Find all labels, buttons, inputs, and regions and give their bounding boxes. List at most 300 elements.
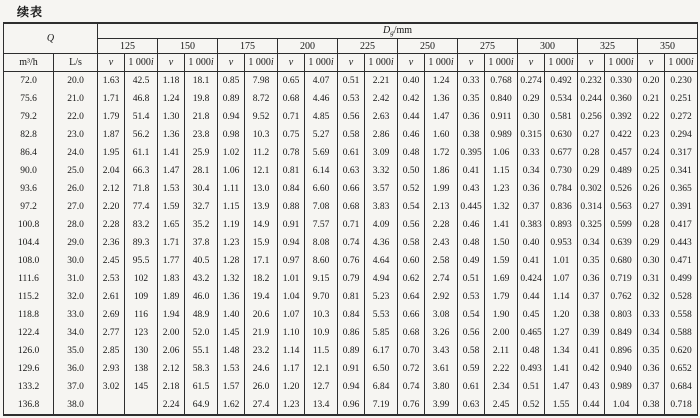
value-cell: 1.45 [218, 324, 245, 342]
value-cell: 0.341 [670, 166, 692, 176]
value-cell: 0.330 [605, 72, 638, 91]
value-cell: 0.256 [578, 108, 605, 126]
i-prefix: 1 000 [668, 57, 691, 68]
q-ls-cell: 37.0 [54, 378, 98, 396]
value-cell: 1.20 [545, 306, 578, 324]
value-cell: 0.91 [278, 216, 305, 234]
value-cell: 0.325 [578, 216, 605, 234]
value-cell: 0.89 [218, 90, 245, 108]
value-cell: 2.85 [98, 342, 125, 360]
value-cell: 0.53 [338, 90, 365, 108]
value-cell: 1.04 [278, 288, 305, 306]
value-cell: 5.85 [365, 324, 398, 342]
i-suffix: i [690, 57, 694, 68]
diameter-header-150: 150 [158, 39, 218, 54]
value-cell: 0.41 [578, 342, 605, 360]
value-cell: 61.1 [125, 144, 158, 162]
value-cell: 0.526 [605, 180, 638, 198]
value-cell: 0.599 [605, 216, 638, 234]
value-cell: 1.36 [158, 126, 185, 144]
value-cell: 0.48 [458, 234, 485, 252]
q-m3h-cell: 72.0 [4, 72, 54, 91]
value-cell: 0.424 [518, 270, 545, 288]
value-cell: 21.9 [245, 324, 278, 342]
table-row [4, 216, 698, 234]
value-cell: 1.10 [278, 324, 305, 342]
value-cell: 0.911 [485, 108, 518, 126]
value-cell: 1.24 [425, 72, 458, 91]
value-cell: 2.34 [485, 378, 518, 396]
value-cell: 0.457 [605, 144, 638, 162]
value-cell: 95.5 [125, 252, 158, 270]
value-cell: 0.294 [670, 130, 692, 140]
value-cell: 24.6 [245, 360, 278, 378]
value-cell: 0.630 [545, 126, 578, 144]
value-cell: 0.274 [518, 72, 545, 91]
diameter-header-250: 250 [398, 39, 458, 54]
value-cell: 0.22 [638, 108, 665, 126]
value-cell: 1.06 [218, 162, 245, 180]
value-cell: 0.39 [578, 324, 605, 342]
value-cell: 4.09 [365, 216, 398, 234]
value-cell: 2.12 [98, 180, 125, 198]
value-cell: 1.36 [425, 90, 458, 108]
value-cell: 1.14 [278, 342, 305, 360]
value-cell: 0.54 [398, 198, 425, 216]
value-cell: 0.391 [670, 202, 692, 212]
value-cell: 0.24 [638, 144, 665, 162]
value-cell: 1.01 [278, 270, 305, 288]
q-m3h-cell: 118.8 [4, 306, 54, 324]
i-header [665, 54, 698, 72]
q-m3h-cell: 104.4 [4, 234, 54, 252]
value-cell: 17.1 [245, 252, 278, 270]
value-cell: 0.392 [605, 108, 638, 126]
value-cell: 0.58 [338, 126, 365, 144]
value-cell: 0.35 [578, 252, 605, 270]
value-cell: 0.232 [578, 72, 605, 91]
value-cell: 0.76 [398, 396, 425, 415]
value-cell: 0.38 [578, 306, 605, 324]
value-cell: 71.8 [125, 180, 158, 198]
value-cell: 0.499 [670, 274, 692, 284]
value-cell: 0.79 [338, 270, 365, 288]
q-ls-cell: 34.0 [54, 324, 98, 342]
value-cell: 0.27 [638, 198, 665, 216]
value-cell: 0.91 [338, 360, 365, 378]
value-cell: 0.97 [278, 252, 305, 270]
value-cell: 9.52 [245, 108, 278, 126]
value-cell: 32.7 [185, 198, 218, 216]
value-cell: 1.06 [485, 144, 518, 162]
q-m3h-cell: 136.8 [4, 396, 54, 415]
value-cell: 0.588 [670, 328, 692, 338]
i-suffix: i [270, 57, 274, 68]
value-cell: 2.36 [98, 234, 125, 252]
value-cell: 0.65 [278, 72, 305, 91]
value-cell: 0.989 [485, 126, 518, 144]
value-cell: 1.36 [218, 288, 245, 306]
value-cell: 0.52 [518, 396, 545, 415]
v-header: v [158, 54, 185, 72]
value-cell: 83.2 [125, 216, 158, 234]
value-cell: 0.422 [605, 126, 638, 144]
value-cell: 0.528 [670, 292, 692, 302]
q-ls-cell: 31.0 [54, 270, 98, 288]
value-cell: 1.71 [158, 234, 185, 252]
value-cell: 0.29 [578, 162, 605, 180]
value-cell: 89.3 [125, 234, 158, 252]
value-cell: 12.1 [245, 162, 278, 180]
value-cell: 0.41 [458, 162, 485, 180]
value-cell: 35.2 [185, 216, 218, 234]
value-cell: 0.840 [485, 90, 518, 108]
value-cell: 28.1 [185, 162, 218, 180]
value-cell: 0.893 [545, 216, 578, 234]
value-cell: 0.68 [338, 198, 365, 216]
value-cell: 2.69 [98, 306, 125, 324]
diameter-header-125: 125 [98, 39, 158, 54]
value-cell: 1.15 [218, 198, 245, 216]
value-cell: 1.32 [485, 198, 518, 216]
value-cell: 0.72 [398, 360, 425, 378]
q-ls-cell: 36.0 [54, 360, 98, 378]
value-cell: 2.13 [425, 198, 458, 216]
value-cell: 1.11 [218, 180, 245, 198]
value-cell: 0.465 [518, 324, 545, 342]
value-cell: 13.9 [245, 198, 278, 216]
value-cell: 0.54 [458, 306, 485, 324]
value-cell: 0.86 [338, 324, 365, 342]
value-cell: 2.00 [158, 324, 185, 342]
value-cell: 0.35 [458, 90, 485, 108]
q-m3h-cell: 79.2 [4, 108, 54, 126]
value-cell: 13.4 [305, 396, 338, 415]
q-m3h-cell: 82.8 [4, 126, 54, 144]
value-cell: 0.48 [398, 144, 425, 162]
value-cell: 0.43 [578, 378, 605, 396]
value-cell: 3.26 [425, 324, 458, 342]
value-cell: 0.36 [458, 108, 485, 126]
q-column-header: Q [4, 23, 98, 54]
v-header: v [218, 54, 245, 72]
value-cell: 0.46 [398, 126, 425, 144]
value-cell: 0.230 [670, 76, 692, 86]
value-cell: 1.30 [158, 108, 185, 126]
value-cell [125, 396, 158, 415]
value-cell: 0.94 [218, 108, 245, 126]
v-header: v [338, 54, 365, 72]
value-cell: 0.25 [638, 162, 665, 180]
i-prefix: 1 000 [548, 57, 571, 68]
value-cell: 12.1 [305, 360, 338, 378]
value-cell: 10.3 [245, 126, 278, 144]
q-ls-cell: 24.0 [54, 144, 98, 162]
value-cell: 0.63 [458, 396, 485, 415]
value-cell: 61.5 [185, 378, 218, 396]
value-cell: 1.53 [158, 180, 185, 198]
value-cell: 0.317 [670, 148, 692, 158]
value-cell: 0.21 [638, 90, 665, 108]
value-cell: 0.51 [518, 378, 545, 396]
i-suffix: i [390, 57, 394, 68]
value-cell: 0.581 [545, 108, 578, 126]
value-cell: 11.2 [245, 144, 278, 162]
q-ls-header: L/s [54, 54, 98, 72]
value-cell: 4.36 [365, 234, 398, 252]
value-cell: 1.90 [485, 306, 518, 324]
i-suffix: i [510, 57, 514, 68]
table-row [4, 360, 698, 378]
value-cell: 3.43 [425, 342, 458, 360]
value-cell: 2.63 [365, 108, 398, 126]
value-cell: 0.36 [578, 270, 605, 288]
q-m3h-cell: 115.2 [4, 288, 54, 306]
value-cell: 1.07 [545, 270, 578, 288]
value-cell: 1.02 [218, 144, 245, 162]
value-cell: 0.44 [518, 288, 545, 306]
value-cell: 0.41 [518, 252, 545, 270]
value-cell: 0.684 [670, 382, 692, 392]
value-cell: 1.62 [218, 396, 245, 415]
value-cell: 0.50 [398, 162, 425, 180]
q-ls-cell: 38.0 [54, 396, 98, 415]
value-cell: 0.59 [458, 360, 485, 378]
value-cell: 0.61 [338, 144, 365, 162]
value-cell: 0.89 [338, 342, 365, 360]
value-cell: 2.45 [485, 396, 518, 415]
table-row [4, 90, 698, 108]
value-cell: 3.02 [98, 378, 125, 396]
q-m3h-cell: 86.4 [4, 144, 54, 162]
value-cell: 0.98 [218, 126, 245, 144]
table-row [4, 180, 698, 198]
value-cell: 55.1 [185, 342, 218, 360]
value-cell: 7.19 [365, 396, 398, 415]
value-cell: 18.2 [245, 270, 278, 288]
value-cell: 0.620 [670, 346, 692, 356]
value-cell: 4.46 [305, 90, 338, 108]
value-cell: 0.37 [578, 288, 605, 306]
table-row [4, 162, 698, 180]
table-row [4, 342, 698, 360]
q-ls-cell: 26.0 [54, 180, 98, 198]
value-cell: 0.49 [458, 252, 485, 270]
i-suffix: i [150, 57, 154, 68]
value-cell: 1.94 [158, 306, 185, 324]
value-cell: 0.28 [638, 216, 665, 234]
value-cell: 2.93 [98, 360, 125, 378]
value-cell: 3.08 [425, 306, 458, 324]
value-cell: 46.0 [185, 288, 218, 306]
i-suffix: i [210, 57, 214, 68]
value-cell: 2.53 [98, 270, 125, 288]
value-cell: 1.71 [98, 90, 125, 108]
value-cell: 1.57 [218, 378, 245, 396]
q-m3h-cell: 100.8 [4, 216, 54, 234]
value-cell: 1.23 [485, 180, 518, 198]
q-ls-cell: 25.0 [54, 162, 98, 180]
value-cell: 0.61 [458, 378, 485, 396]
value-cell: 1.41 [158, 144, 185, 162]
table-row [4, 306, 698, 324]
q-m3h-header: m³/h [4, 54, 54, 72]
value-cell: 0.718 [670, 400, 692, 410]
value-cell: 51.4 [125, 108, 158, 126]
value-cell: 0.314 [578, 198, 605, 216]
diameter-header-225: 225 [338, 39, 398, 54]
value-cell: 0.558 [670, 310, 692, 320]
value-cell: 7.08 [305, 198, 338, 216]
header-row-top [4, 23, 698, 39]
value-cell: 0.84 [338, 306, 365, 324]
value-cell: 0.46 [458, 216, 485, 234]
value-cell: 0.58 [458, 342, 485, 360]
table-row [4, 378, 698, 396]
value-cell: 2.74 [425, 270, 458, 288]
value-cell: 1.41 [485, 216, 518, 234]
value-cell: 0.360 [605, 90, 638, 108]
value-cell: 0.85 [218, 72, 245, 91]
value-cell [98, 396, 125, 415]
value-cell: 2.61 [98, 288, 125, 306]
value-cell: 0.58 [398, 234, 425, 252]
value-cell: 0.64 [398, 288, 425, 306]
value-cell: 18.1 [185, 72, 218, 91]
i-suffix: i [330, 57, 334, 68]
value-cell: 9.70 [305, 288, 338, 306]
value-cell: 0.94 [278, 234, 305, 252]
i-suffix: i [450, 57, 454, 68]
value-cell: 1.47 [425, 108, 458, 126]
value-cell: 0.62 [398, 270, 425, 288]
value-cell: 0.43 [458, 180, 485, 198]
value-cell: 3.80 [425, 378, 458, 396]
value-cell: 3.57 [365, 180, 398, 198]
value-cell: 1.89 [158, 288, 185, 306]
value-cell: 0.762 [605, 288, 638, 306]
value-cell: 13.0 [245, 180, 278, 198]
i-prefix: 1 000 [308, 57, 331, 68]
value-cell: 0.953 [545, 234, 578, 252]
value-cell: 1.55 [545, 396, 578, 415]
value-cell: 11.5 [305, 342, 338, 360]
value-cell: 1.27 [545, 324, 578, 342]
q-m3h-cell: 108.0 [4, 252, 54, 270]
value-cell: 0.836 [545, 198, 578, 216]
de-suffix: /mm [393, 25, 413, 36]
value-cell: 0.33 [458, 72, 485, 91]
value-cell: 1.95 [98, 144, 125, 162]
q-ls-cell: 28.0 [54, 216, 98, 234]
i-prefix: 1 000 [428, 57, 451, 68]
value-cell: 1.63 [98, 72, 125, 91]
value-cell: 0.315 [518, 126, 545, 144]
value-cell: 0.471 [670, 256, 692, 266]
header-row-diameters [4, 39, 698, 54]
value-cell: 0.680 [605, 252, 638, 270]
value-cell: 1.01 [545, 252, 578, 270]
table-row [4, 234, 698, 252]
value-cell: 1.07 [278, 306, 305, 324]
value-cell: 0.33 [518, 144, 545, 162]
diameter-header-275: 275 [458, 39, 518, 54]
value-cell: 0.78 [278, 144, 305, 162]
value-cell: 0.445 [458, 198, 485, 216]
value-cell: 0.51 [338, 72, 365, 91]
value-cell: 14.9 [245, 216, 278, 234]
value-cell: 2.45 [98, 252, 125, 270]
value-cell: 1.18 [158, 72, 185, 91]
value-cell: 43.2 [185, 270, 218, 288]
table-row [4, 198, 698, 216]
diameter-group-header [98, 23, 698, 39]
q-ls-cell: 20.0 [54, 72, 98, 91]
value-cell: 0.383 [518, 216, 545, 234]
value-cell: 0.251 [670, 94, 692, 104]
value-cell: 1.99 [425, 180, 458, 198]
value-cell: 10.9 [305, 324, 338, 342]
value-cell: 6.17 [365, 342, 398, 360]
value-cell: 1.87 [98, 126, 125, 144]
value-cell: 0.45 [518, 306, 545, 324]
value-cell: 0.70 [398, 342, 425, 360]
i-header [485, 54, 518, 72]
q-ls-cell: 30.0 [54, 252, 98, 270]
value-cell: 1.79 [98, 108, 125, 126]
value-cell: 1.47 [545, 378, 578, 396]
i-header [545, 54, 578, 72]
value-cell: 1.69 [485, 270, 518, 288]
value-cell: 0.36 [518, 180, 545, 198]
value-cell: 26.0 [245, 378, 278, 396]
table-row [4, 324, 698, 342]
value-cell: 52.0 [185, 324, 218, 342]
value-cell: 1.77 [158, 252, 185, 270]
q-m3h-cell: 122.4 [4, 324, 54, 342]
value-cell: 66.3 [125, 162, 158, 180]
value-cell: 138 [125, 360, 158, 378]
value-cell: 0.940 [605, 360, 638, 378]
value-cell: 0.534 [545, 90, 578, 108]
diameter-header-300: 300 [518, 39, 578, 54]
diameter-header-325: 325 [578, 39, 638, 54]
value-cell: 58.3 [185, 360, 218, 378]
value-cell: 0.52 [398, 180, 425, 198]
value-cell: 2.24 [158, 396, 185, 415]
value-cell: 9.15 [305, 270, 338, 288]
value-cell: 102 [125, 270, 158, 288]
value-cell: 56.2 [125, 126, 158, 144]
value-cell: 0.34 [638, 324, 665, 342]
value-cell: 0.53 [458, 288, 485, 306]
header-row-units [4, 54, 698, 72]
value-cell: 2.58 [425, 252, 458, 270]
value-cell: 21.8 [185, 108, 218, 126]
q-ls-cell: 29.0 [54, 234, 98, 252]
value-cell: 1.72 [425, 144, 458, 162]
v-header: v [98, 54, 125, 72]
q-ls-cell: 35.0 [54, 342, 98, 360]
value-cell: 1.15 [485, 162, 518, 180]
value-cell: 77.4 [125, 198, 158, 216]
value-cell: 0.42 [398, 90, 425, 108]
q-ls-cell: 33.0 [54, 306, 98, 324]
value-cell: 0.32 [638, 288, 665, 306]
value-cell: 130 [125, 342, 158, 360]
value-cell: 1.65 [158, 216, 185, 234]
value-cell: 0.81 [338, 288, 365, 306]
